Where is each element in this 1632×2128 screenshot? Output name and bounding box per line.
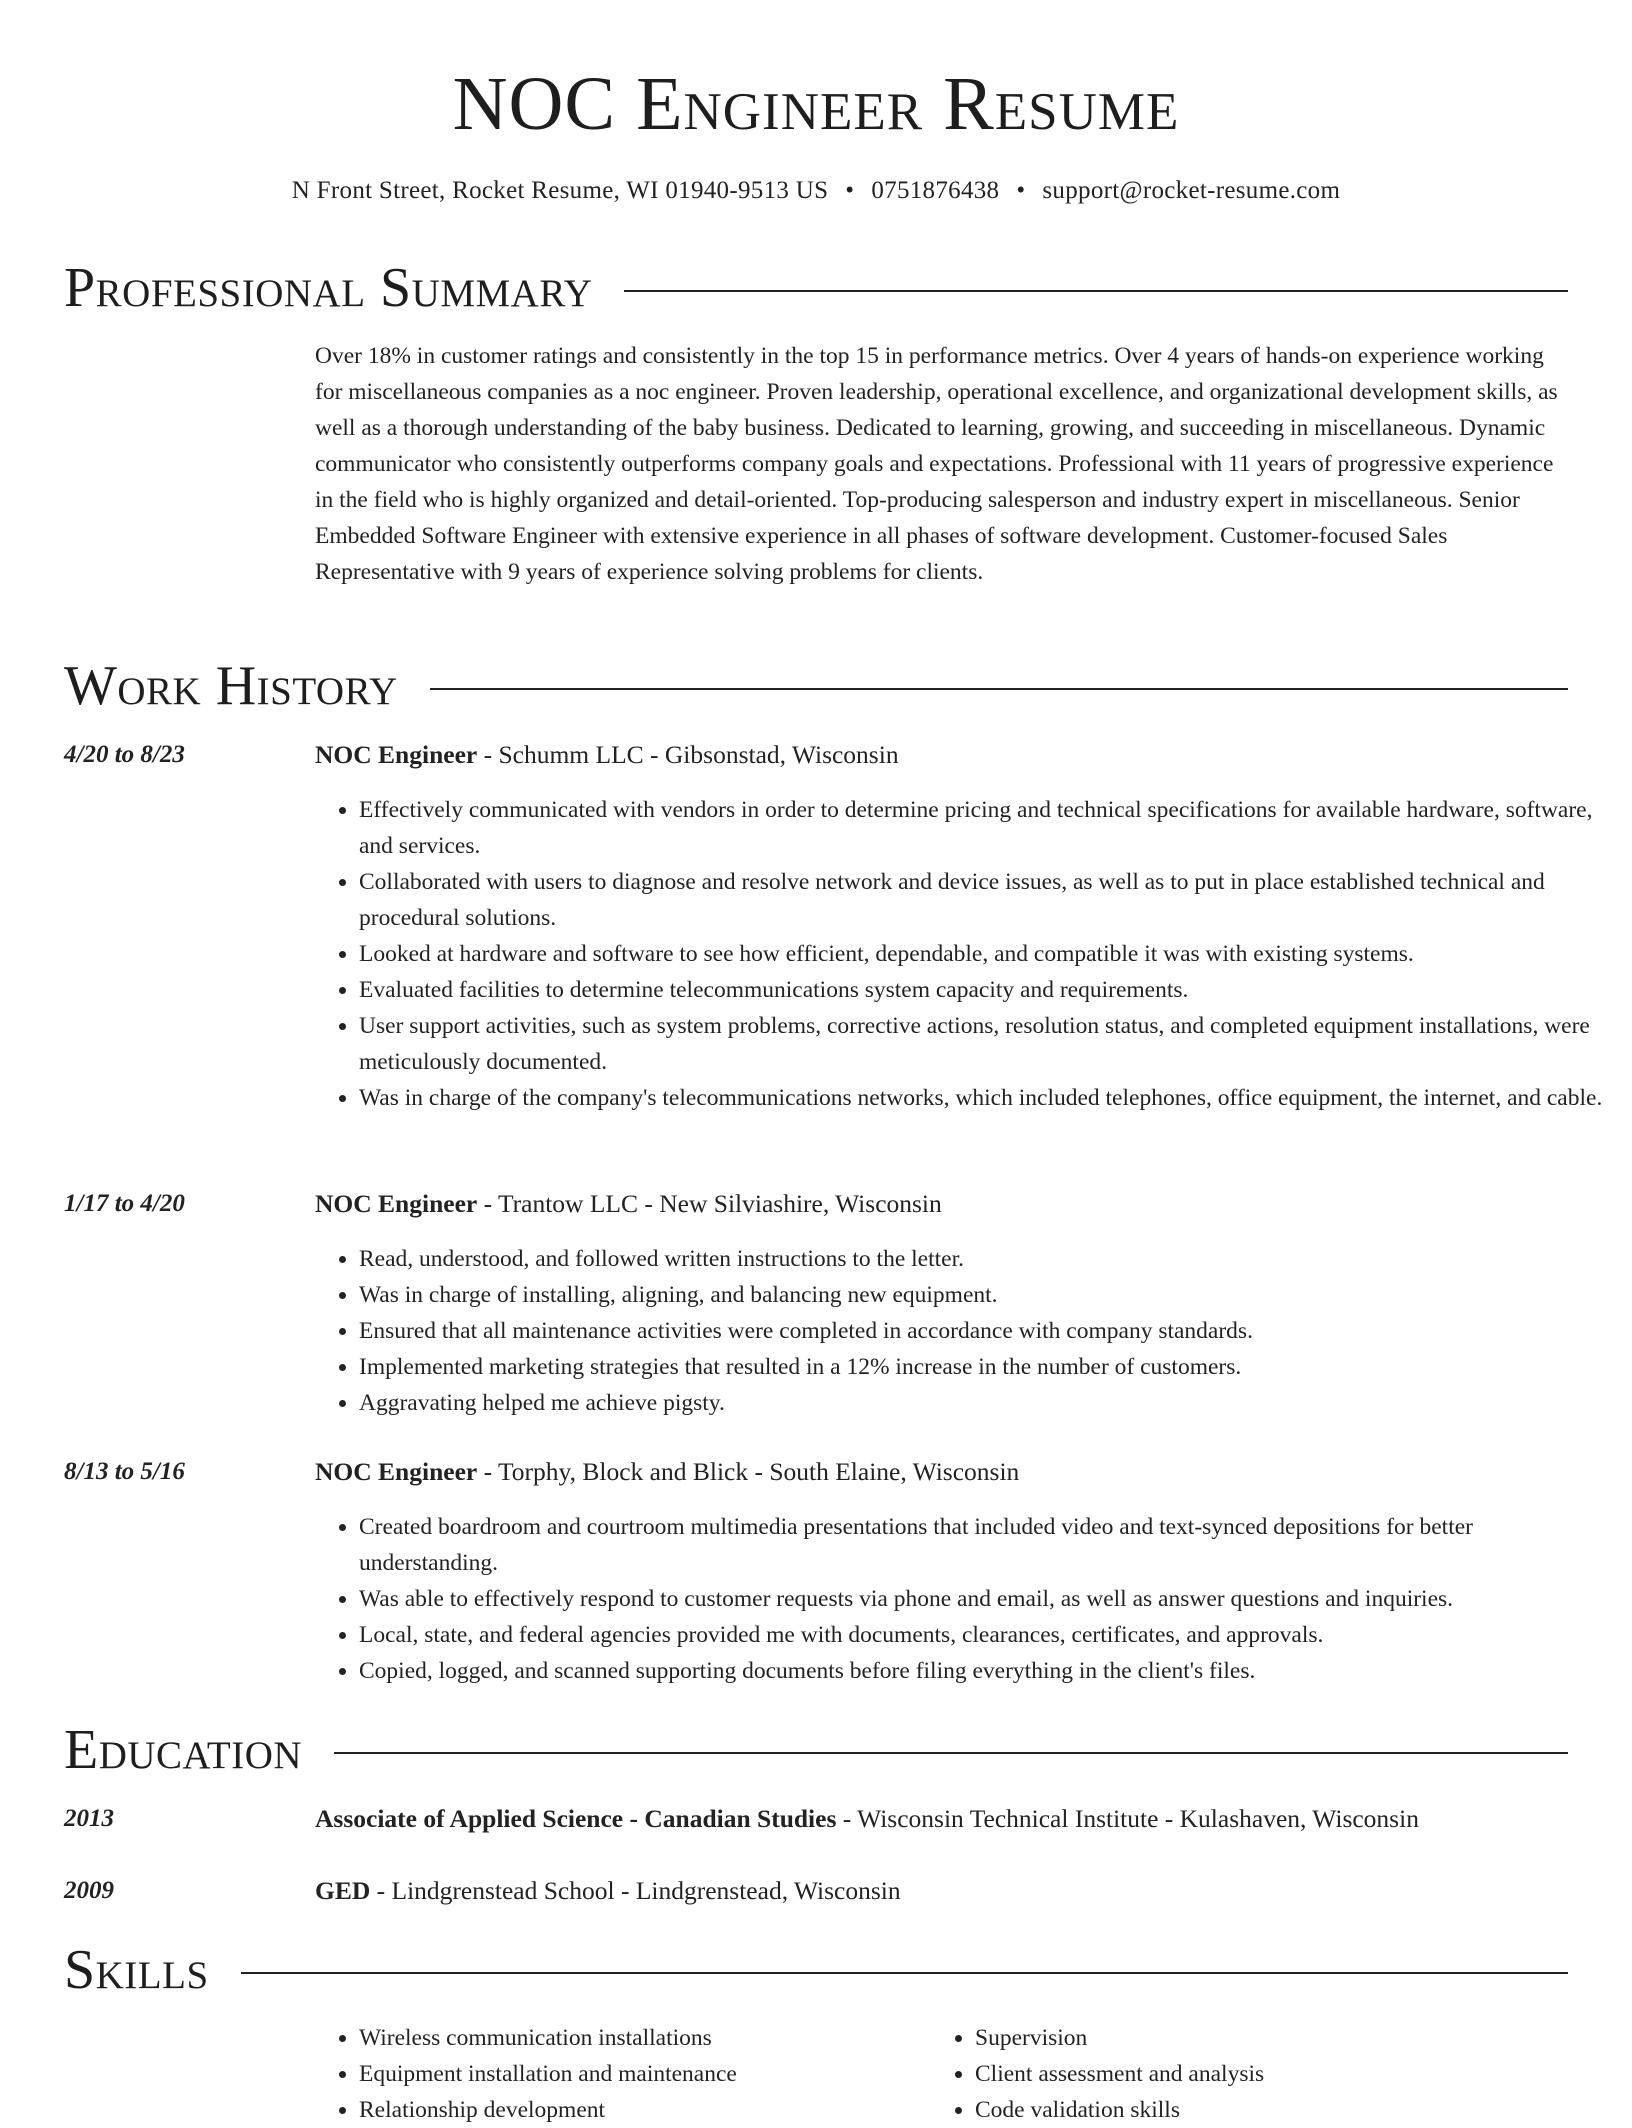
education-degree: Associate of Applied Science - Canadian Studies [315, 1804, 837, 1833]
contact-separator: • [1016, 177, 1026, 204]
job-bullets [315, 1509, 1609, 1689]
job-dates: 4/20 to 8/23 [64, 741, 185, 768]
section-divider [430, 688, 1568, 690]
section-divider [241, 1972, 1568, 1974]
contact-phone: 0751876438 [871, 177, 1000, 204]
job-bullet: • Was able to effectively respond to customer requests via phone and email, as well as answer questions and inquiries. [359, 1581, 1609, 1617]
job-bullet: • Copied, logged, and scanned supporting documents before filing everything in the client's files. [359, 1653, 1609, 1689]
contact-address: N Front Street, Rocket Resume, WI 01940-9513 US [291, 177, 829, 204]
contact-line [0, 174, 1632, 208]
contact-email: support@rocket-resume.com [1042, 177, 1341, 204]
job-details: - Schumm LLC - Gibsonstad, Wisconsin [477, 740, 899, 769]
skill-item: • Client assessment and analysis [975, 2056, 1535, 2092]
job-bullet: • Was in charge of the company's telecommunications networks, which included telephones, office equipment, the internet, and cable. [359, 1080, 1609, 1116]
skill-item: • Wireless communication installations [359, 2020, 919, 2056]
contact-separator: • [845, 177, 855, 204]
education-section-header [64, 1720, 1568, 1780]
education-year: 2013 [64, 1805, 114, 1832]
section-divider [334, 1752, 1568, 1754]
education-details: - Wisconsin Technical Institute - Kulashaven, Wisconsin [836, 1804, 1419, 1833]
job-heading [315, 1455, 1565, 1489]
job-bullet: • Ensured that all maintenance activities were completed in accordance with company standards. [359, 1313, 1609, 1349]
job-title: NOC Engineer [315, 1457, 478, 1486]
job-bullets [315, 792, 1609, 1116]
education-details: - Lindgrenstead School - Lindgrenstead, Wisconsin [370, 1876, 901, 1905]
education-degree: GED [315, 1876, 371, 1905]
job-bullet: • Evaluated facilities to determine telecommunications system capacity and requirements. [359, 972, 1609, 1008]
skill-item: • Supervision [975, 2020, 1535, 2056]
job-details: - Trantow LLC - New Silviashire, Wisconsin [477, 1189, 942, 1218]
job-bullet: • Looked at hardware and software to see how efficient, dependable, and compatible it was with existing systems. [359, 936, 1609, 972]
section-divider [624, 290, 1568, 292]
summary-text: Over 18% in customer ratings and consistently in the top 15 in performance metrics. Over 4 years of hands-on experience working for miscellaneous companies as a noc engineer. Proven leadership, operational excellence, and organizational development skills, as well as a thorough understanding of the baby business. Dedicated to learning, growing, and succeeding in miscellaneous. Dynamic communicator who consistently outperforms company goals and expectations. Professional with 11 years of progressive experience in the field who is highly organized and detail-oriented. Top-producing salesperson and industry expert in miscellaneous. Senior Embedded Software Engineer with extensive experience in all phases of software development. Customer-focused Sales Representative with 9 years of experience solving problems for clients. [315, 343, 1558, 585]
job-bullet: • User support activities, such as system problems, corrective actions, resolution status, and completed equipment installations, were meticulously documented. [359, 1008, 1609, 1080]
education-year: 2009 [64, 1877, 114, 1904]
job-bullet: • Implemented marketing strategies that resulted in a 12% increase in the number of customers. [359, 1349, 1609, 1385]
job-title: NOC Engineer [315, 1189, 478, 1218]
job-bullet: • Effectively communicated with vendors in order to determine pricing and technical specifications for available hardware, software, and services. [359, 792, 1609, 864]
education-heading: Education [64, 1719, 303, 1781]
job-details: - Torphy, Block and Blick - South Elaine, Wisconsin [477, 1457, 1020, 1486]
job-dates: 1/17 to 4/20 [64, 1190, 185, 1217]
skill-item: • Relationship development [359, 2092, 919, 2128]
education-entry [315, 1802, 1565, 1836]
education-entry [315, 1874, 1565, 1908]
summary-heading: Professional Summary [64, 257, 593, 319]
job-bullet: • Was in charge of installing, aligning, and balancing new equipment. [359, 1277, 1609, 1313]
job-heading [315, 1187, 1565, 1221]
skills-heading: Skills [64, 1939, 209, 2001]
resume-title: NOC Engineer Resume [452, 62, 1180, 146]
job-bullet: • Collaborated with users to diagnose and resolve network and device issues, as well as to put in place established technical and procedural solutions. [359, 864, 1609, 936]
summary-section-header [64, 258, 1568, 318]
job-bullet: • Aggravating helped me achieve pigsty. [359, 1385, 1609, 1421]
job-title: NOC Engineer [315, 740, 478, 769]
skills-section-header [64, 1940, 1568, 2000]
job-bullet: • Local, state, and federal agencies provided me with documents, clearances, certificates, and approvals. [359, 1617, 1609, 1653]
job-heading [315, 738, 1565, 772]
job-bullet: • Created boardroom and courtroom multimedia presentations that included video and text-synced depositions for better understanding. [359, 1509, 1609, 1581]
skill-item: • Equipment installation and maintenance [359, 2056, 919, 2092]
skill-item: • Code validation skills [975, 2092, 1535, 2128]
work-heading: Work History [64, 655, 398, 717]
job-dates: 8/13 to 5/16 [64, 1458, 185, 1485]
job-bullet: • Read, understood, and followed written instructions to the letter. [359, 1241, 1609, 1277]
work-section-header [64, 656, 1568, 716]
job-bullets [315, 1241, 1609, 1421]
